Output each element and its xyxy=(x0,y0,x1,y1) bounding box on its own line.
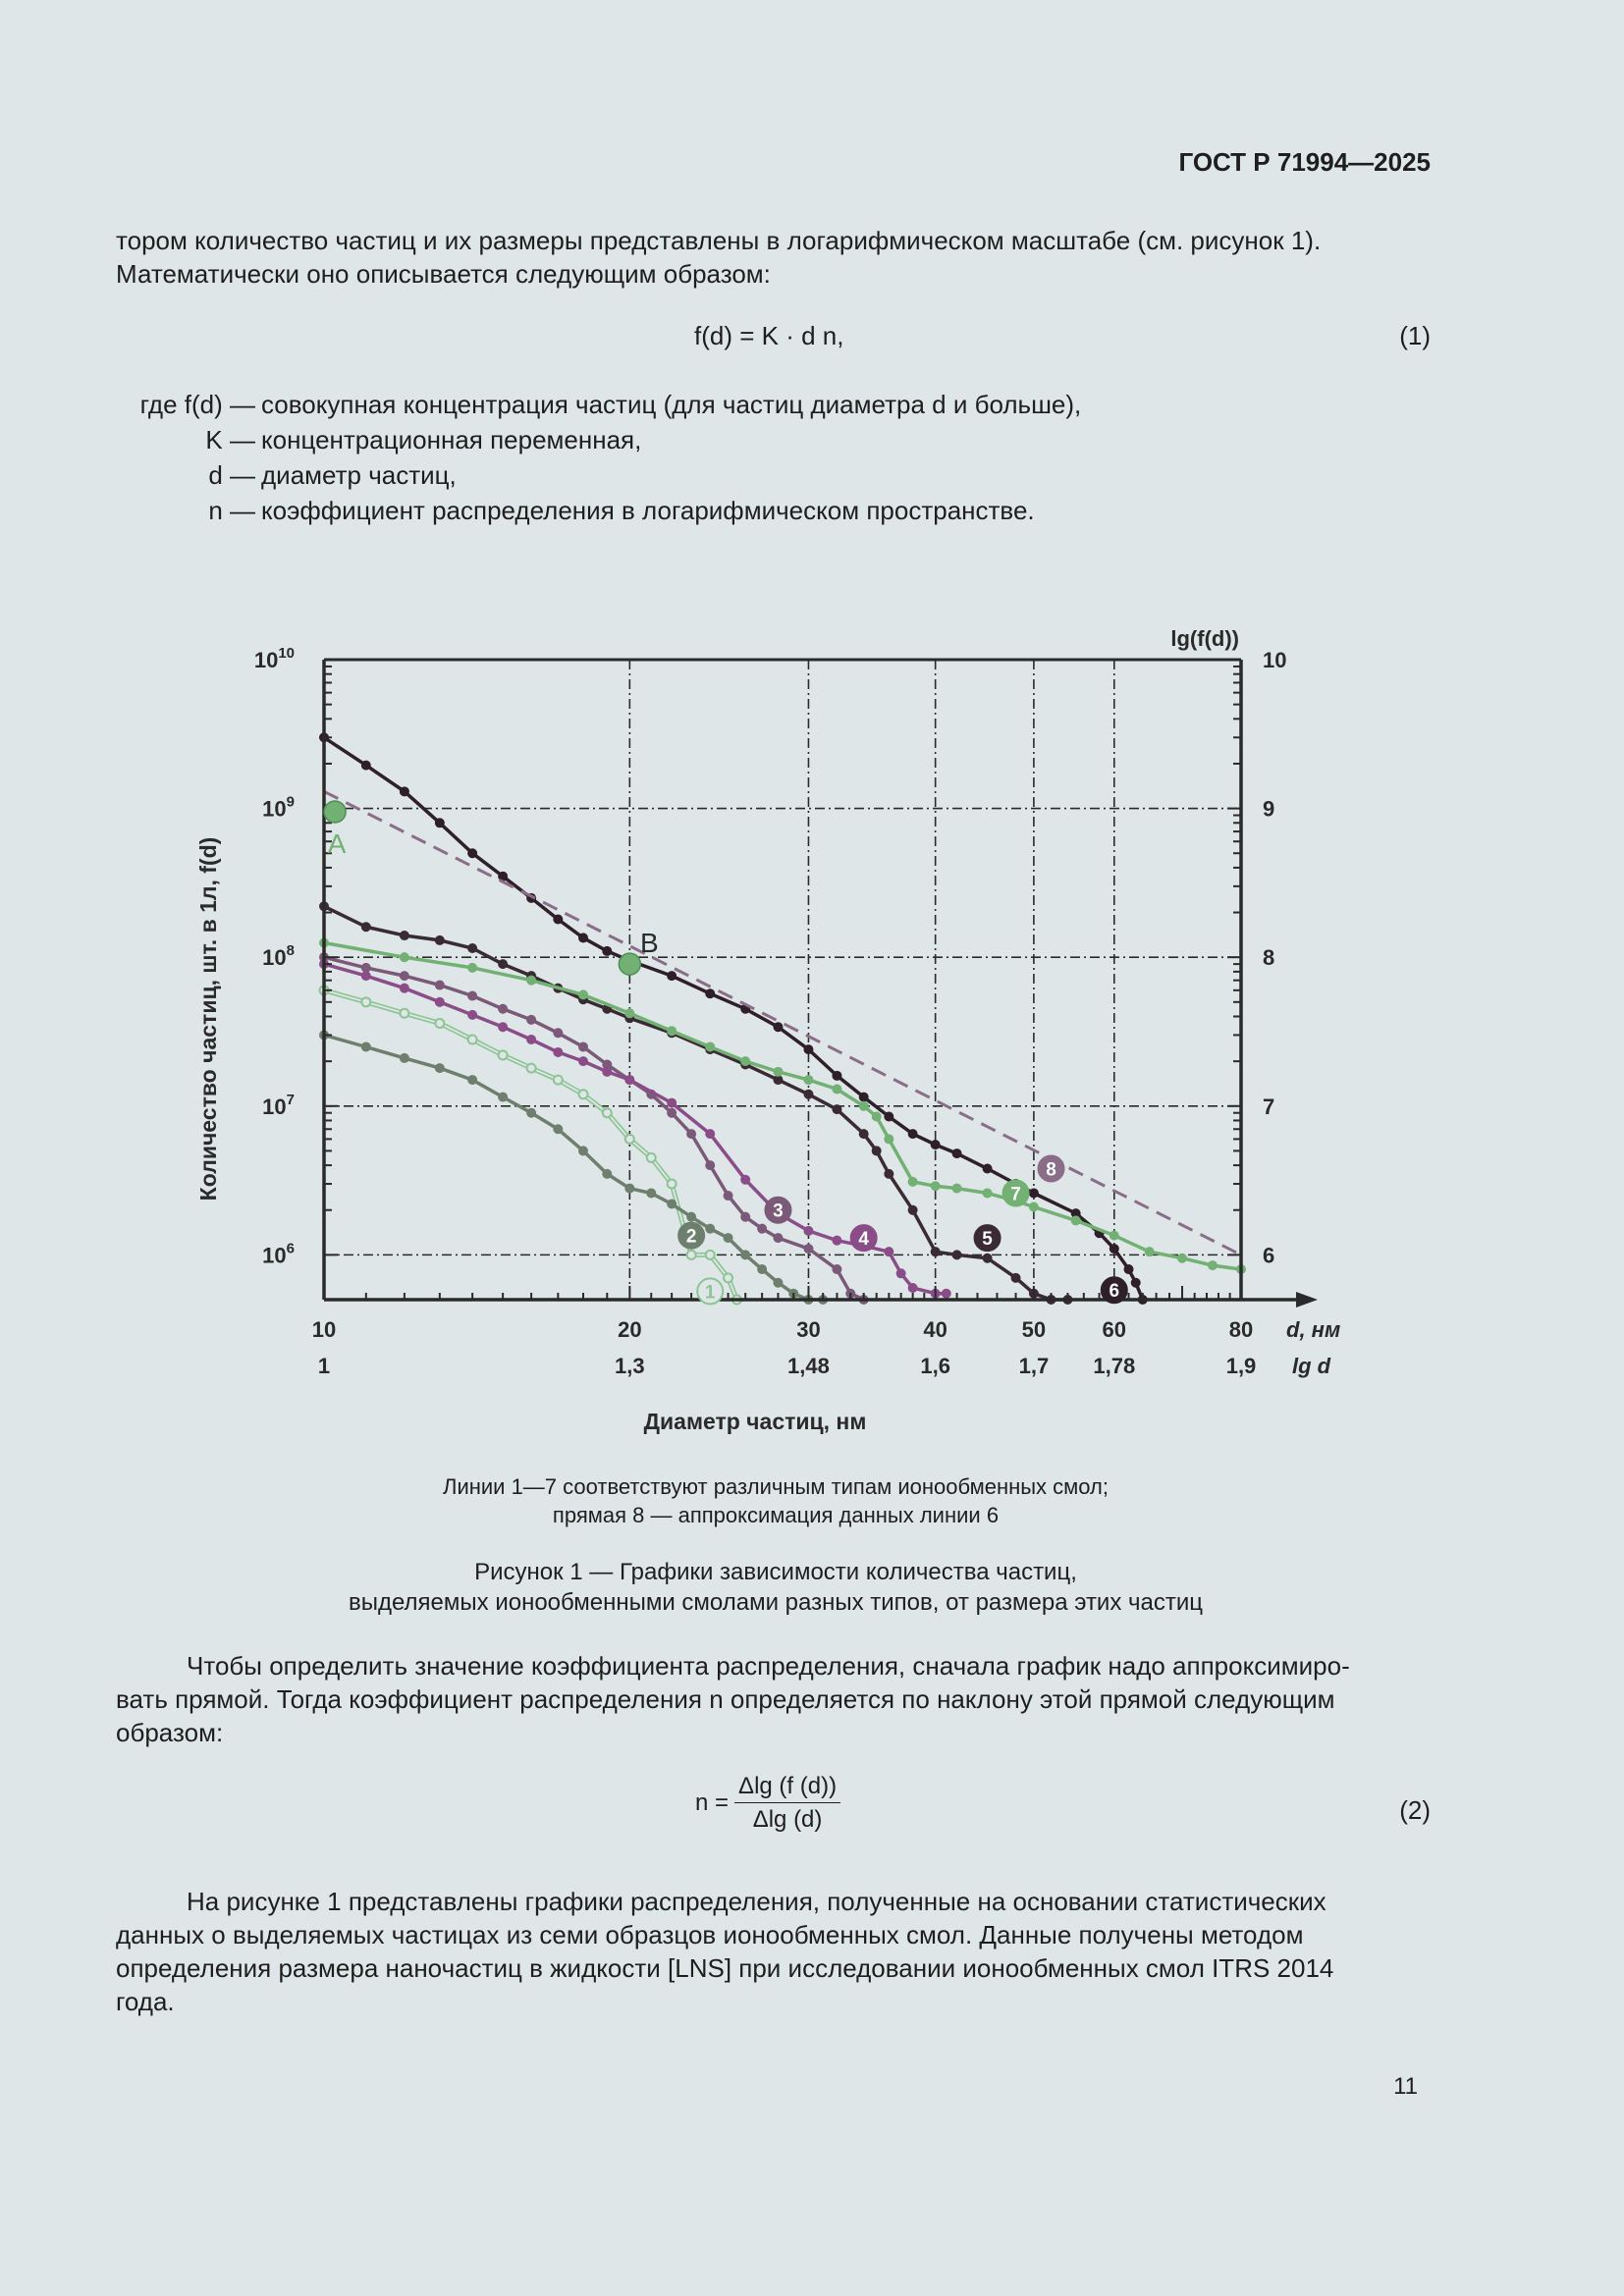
series-7-badge-label: 7 xyxy=(1010,1184,1021,1205)
x-tick-label-lg: 1,9 xyxy=(1225,1354,1257,1378)
definition-term: где f(d) — xyxy=(139,390,255,419)
series-4-point xyxy=(400,984,408,992)
series-6-point xyxy=(1124,1265,1133,1274)
series-7-point xyxy=(804,1076,813,1085)
paragraph-3-line-4: года. xyxy=(116,1987,175,2016)
definition-text: коэффициент распределения в логарифмическом пространстве. xyxy=(261,496,1035,525)
series-1-point xyxy=(554,1076,563,1085)
series-6-point xyxy=(1029,1189,1038,1198)
series-6-point xyxy=(774,1023,783,1032)
chart-axes xyxy=(324,660,1318,1308)
series-3-point xyxy=(774,1234,783,1243)
y-tick-label-left: $10^{10}$ xyxy=(253,645,295,672)
series-4-point xyxy=(668,1098,677,1107)
y-right-axis-title: lg(f(d)) xyxy=(1170,626,1239,651)
series-1-point xyxy=(668,1180,677,1189)
paragraph-2-line-3: образом: xyxy=(116,1718,224,1747)
series-5-point xyxy=(952,1251,961,1259)
series-6-point xyxy=(668,972,677,981)
equation-2-denominator: Δlg (d) xyxy=(752,1806,823,1833)
series-7-point xyxy=(527,976,536,985)
figure-caption-line-1: Рисунок 1 — Графики зависимости количества частиц, xyxy=(474,1559,1077,1585)
series-6-point xyxy=(804,1045,813,1054)
series-4-point xyxy=(885,1248,893,1256)
definition-row xyxy=(116,457,1081,493)
series-6-point xyxy=(468,849,477,858)
definition-term: d — xyxy=(208,460,255,490)
series-7-point xyxy=(741,1057,750,1066)
series-6-point xyxy=(400,787,408,796)
series-5-point xyxy=(774,1076,783,1085)
x-axis-title: Диаметр частиц, нм xyxy=(643,1409,867,1434)
x-tick-label-lg: 1,6 xyxy=(920,1354,950,1378)
series-7-point xyxy=(625,1009,634,1018)
series-4-point xyxy=(706,1130,715,1139)
annotation-label-B: B xyxy=(639,928,659,959)
equation-1-number: (1) xyxy=(1399,321,1431,350)
series-5-point xyxy=(435,935,444,944)
series-2-point xyxy=(706,1224,715,1233)
series-6-point xyxy=(554,915,563,924)
figure-note-line-2: прямая 8 — аппроксимация данных линии 6 xyxy=(552,1503,1000,1527)
series-2-point xyxy=(579,1147,588,1155)
series-6-point xyxy=(885,1112,893,1121)
series-7-point xyxy=(706,1042,715,1051)
paragraph-3-line-1: На рисунке 1 представлены графики распределения, полученные на основании статистических xyxy=(187,1887,1326,1916)
series-6-point xyxy=(1110,1245,1118,1254)
series-2-point xyxy=(774,1278,783,1287)
equation-2-number: (2) xyxy=(1399,1795,1431,1825)
chart-labels xyxy=(195,626,1340,1434)
series-2-badge-label: 2 xyxy=(685,1226,697,1248)
series-5-point xyxy=(908,1205,917,1214)
x-tick-label-lg: 1,78 xyxy=(1093,1354,1136,1378)
series-3-point xyxy=(435,981,444,989)
series-4-point xyxy=(579,1057,588,1066)
series-2-point xyxy=(400,1053,408,1062)
definition-row xyxy=(116,493,1081,528)
x-unit-label: d, нм xyxy=(1286,1317,1341,1342)
definition-row xyxy=(116,422,1081,457)
series-4-point xyxy=(942,1289,950,1298)
figure-note-line-1: Линии 1—7 соответствуют различным типам ионообменных смол; xyxy=(443,1474,1109,1499)
annotation-label-A: A xyxy=(327,828,347,859)
equation-2 xyxy=(695,1773,840,1834)
intro-paragraph xyxy=(116,224,1431,291)
series-1-point xyxy=(468,1035,477,1043)
series-2-point xyxy=(724,1234,732,1243)
x-tick-label: 30 xyxy=(796,1317,821,1342)
series-line-8 xyxy=(324,791,1241,1255)
series-1-point xyxy=(603,1108,612,1117)
series-6-point xyxy=(833,1071,841,1080)
series-6-point xyxy=(361,761,370,770)
series-1-point xyxy=(435,1019,444,1028)
series-4-point xyxy=(896,1269,905,1278)
y-tick-label-left: $10^9$ xyxy=(262,793,295,822)
figure-caption-line-2: выделяемых ионообменными смолами разных типов, от размера этих частиц xyxy=(349,1589,1203,1616)
series-5-point xyxy=(400,932,408,940)
figure-caption xyxy=(0,1557,1551,1618)
series-2-point xyxy=(499,1093,508,1101)
y-tick-label-left: $10^8$ xyxy=(262,942,295,971)
series-6-point xyxy=(1131,1278,1140,1287)
series-2-point xyxy=(527,1108,536,1117)
series-4-point xyxy=(499,1023,508,1032)
series-5-point xyxy=(1011,1273,1020,1282)
series-5-point xyxy=(468,943,477,952)
y-tick-label-right: 7 xyxy=(1263,1094,1275,1119)
series-2-point xyxy=(468,1076,477,1085)
series-4-point xyxy=(741,1175,750,1184)
series-4-point xyxy=(833,1236,841,1245)
series-7-point xyxy=(952,1184,961,1193)
definitions-list xyxy=(116,387,1081,528)
series-7-point xyxy=(579,990,588,999)
x-tick-label-lg: 1,48 xyxy=(787,1354,830,1378)
x-axis-arrow xyxy=(1296,1292,1318,1308)
paragraph-3-line-3: определения размера наночастиц в жидкости [LNS] при исследовании ионообменных смол ITRS 2014 xyxy=(116,1953,1334,1983)
series-1-point xyxy=(687,1251,696,1259)
series-4-point xyxy=(625,1076,634,1085)
series-6-point xyxy=(983,1164,992,1173)
series-3-point xyxy=(527,1015,536,1024)
series-6-point xyxy=(931,1141,940,1149)
series-3-point xyxy=(468,991,477,1000)
intro-line-2: Математически оно описывается следующим образом: xyxy=(116,259,771,289)
series-7-point xyxy=(983,1189,992,1198)
y-tick-label-right: 9 xyxy=(1263,796,1275,822)
series-5-point xyxy=(931,1248,940,1256)
series-3-point xyxy=(499,1004,508,1013)
series-7-point xyxy=(1029,1202,1038,1211)
page-number: 11 xyxy=(1393,2073,1418,2100)
series-7-point xyxy=(833,1085,841,1094)
definition-row xyxy=(116,387,1081,422)
series-line-2 xyxy=(324,1035,823,1300)
x-tick-label-lg: 1,3 xyxy=(615,1354,645,1378)
series-1-point xyxy=(400,1009,408,1018)
series-5-point xyxy=(872,1147,881,1155)
series-3-point xyxy=(668,1108,677,1117)
equation-2-lhs: n = xyxy=(695,1789,730,1816)
series-6-badge-label: 6 xyxy=(1109,1281,1120,1303)
series-2-point xyxy=(554,1125,563,1134)
series-1-point xyxy=(647,1153,656,1162)
series-3-point xyxy=(804,1245,813,1254)
series-7-point xyxy=(668,1027,677,1036)
series-2-point xyxy=(647,1189,656,1198)
particle-distribution-chart xyxy=(0,589,1624,1453)
y-tick-label-left: $10^6$ xyxy=(262,1240,295,1268)
series-4-point xyxy=(554,1047,563,1056)
series-3-point xyxy=(400,972,408,981)
y-tick-label-left: $10^7$ xyxy=(262,1091,295,1119)
series-2-point xyxy=(668,1200,677,1208)
series-6-point xyxy=(908,1130,917,1139)
series-3-point xyxy=(758,1224,767,1233)
series-3-point xyxy=(579,1042,588,1051)
series-5-badge-label: 5 xyxy=(982,1229,993,1251)
figure-notes xyxy=(0,1472,1551,1529)
series-3-badge-label: 3 xyxy=(773,1201,784,1222)
definition-text: совокупная концентрация частиц (для частиц диаметра d и больше), xyxy=(261,390,1082,419)
x-tick-label: 10 xyxy=(311,1317,337,1342)
series-4-point xyxy=(804,1226,813,1235)
series-2-point xyxy=(435,1064,444,1073)
series-1-point xyxy=(499,1050,508,1059)
series-1-point xyxy=(527,1064,536,1073)
series-2-point xyxy=(687,1212,696,1221)
series-4-point xyxy=(527,1035,536,1043)
paragraph-3-line-2: данных о выделяемых частицах из семи образцов ионообменных смол. Данные получены методом xyxy=(116,1920,1304,1949)
series-6-point xyxy=(952,1149,961,1158)
series-6-point xyxy=(859,1093,868,1101)
series-7-point xyxy=(872,1112,881,1121)
series-7-point xyxy=(908,1177,917,1186)
series-3-point xyxy=(741,1212,750,1221)
x-tick-label-lg: 1 xyxy=(317,1354,331,1378)
series-5-point xyxy=(983,1254,992,1262)
series-1-point xyxy=(724,1273,732,1282)
definition-text: диаметр частиц, xyxy=(261,460,457,490)
equation-1: f(d) = K · d n, xyxy=(694,321,844,350)
series-5-point xyxy=(361,923,370,932)
series-7-point xyxy=(931,1182,940,1191)
series-6-point xyxy=(435,819,444,828)
series-1-point xyxy=(706,1251,715,1259)
series-7-point xyxy=(1209,1261,1218,1270)
y-tick-label-right: 8 xyxy=(1263,945,1275,971)
series-1-point xyxy=(361,997,370,1006)
series-6-point xyxy=(603,946,612,955)
definition-term: n — xyxy=(208,496,255,525)
series-5-point xyxy=(859,1130,868,1139)
paragraph-3 xyxy=(116,1885,1431,2018)
x-tick-label: 80 xyxy=(1228,1317,1254,1342)
series-7-point xyxy=(1071,1216,1080,1225)
series-3-point xyxy=(833,1265,841,1274)
series-7-point xyxy=(1110,1231,1118,1240)
series-4-point xyxy=(361,972,370,981)
annotation-point-B xyxy=(619,953,640,975)
series-4-point xyxy=(435,997,444,1006)
series-3-point xyxy=(361,963,370,972)
y-axis-title: Количество частиц, шт. в 1л, f(d) xyxy=(195,836,221,1201)
paragraph-2-line-2: вать прямой. Тогда коэффициент распределения n определяется по наклону этой прямой следующим xyxy=(116,1684,1335,1714)
series-7-point xyxy=(859,1101,868,1110)
x-tick-label-lg: 1,7 xyxy=(1018,1354,1050,1378)
definition-term: K — xyxy=(205,425,255,454)
series-2-point xyxy=(361,1042,370,1051)
paragraph-2 xyxy=(116,1649,1431,1749)
series-2-point xyxy=(741,1251,750,1259)
series-1-badge-label: 1 xyxy=(704,1282,716,1304)
y-tick-label-right: 6 xyxy=(1263,1243,1275,1268)
series-4-badge-label: 4 xyxy=(858,1229,869,1251)
series-3-point xyxy=(687,1130,696,1139)
x-tick-label: 50 xyxy=(1021,1317,1047,1342)
series-5-point xyxy=(833,1105,841,1114)
series-4-point xyxy=(908,1283,917,1292)
x-tick-label: 60 xyxy=(1102,1317,1127,1342)
series-3-point xyxy=(724,1192,732,1201)
series-7-point xyxy=(885,1135,893,1144)
annotation-point-A xyxy=(324,801,346,823)
equation-2-fraction xyxy=(734,1773,840,1834)
definition-text: концентрационная переменная, xyxy=(261,425,642,454)
series-1-point xyxy=(579,1090,588,1098)
series-1-point xyxy=(625,1135,634,1144)
x-unit-log-label: lg d xyxy=(1292,1354,1331,1378)
series-6-point xyxy=(579,934,588,942)
series-4-point xyxy=(468,1010,477,1019)
series-5-point xyxy=(885,1169,893,1178)
series-4-point xyxy=(603,1067,612,1076)
equation-2-numerator: Δlg (f (d)) xyxy=(734,1773,840,1803)
document-id: ГОСТ Р 71994—2025 xyxy=(1178,147,1431,177)
series-3-point xyxy=(706,1161,715,1170)
intro-line-1: тором количество частиц и их размеры представлены в логарифмическом масштабе (см. рисунок 1). xyxy=(116,226,1322,255)
series-2-point xyxy=(758,1265,767,1274)
series-7-point xyxy=(774,1067,783,1076)
series-5-point xyxy=(499,960,508,969)
series-2-point xyxy=(625,1184,634,1193)
x-tick-label: 40 xyxy=(923,1317,947,1342)
series-6-point xyxy=(706,989,715,998)
series-2-point xyxy=(603,1169,612,1178)
series-7-point xyxy=(1145,1248,1154,1256)
series-line-6 xyxy=(324,737,1143,1303)
series-5-point xyxy=(804,1090,813,1098)
series-8-badge-label: 8 xyxy=(1046,1159,1056,1181)
y-tick-label-right: 10 xyxy=(1263,648,1287,672)
series-7-point xyxy=(468,963,477,972)
series-3-point xyxy=(554,1029,563,1038)
paragraph-2-line-1: Чтобы определить значение коэффициента распределения, сначала график надо аппроксимиро- xyxy=(187,1651,1350,1681)
series-7-point xyxy=(400,953,408,962)
series-7-point xyxy=(1178,1254,1187,1262)
x-tick-label: 20 xyxy=(618,1317,642,1342)
